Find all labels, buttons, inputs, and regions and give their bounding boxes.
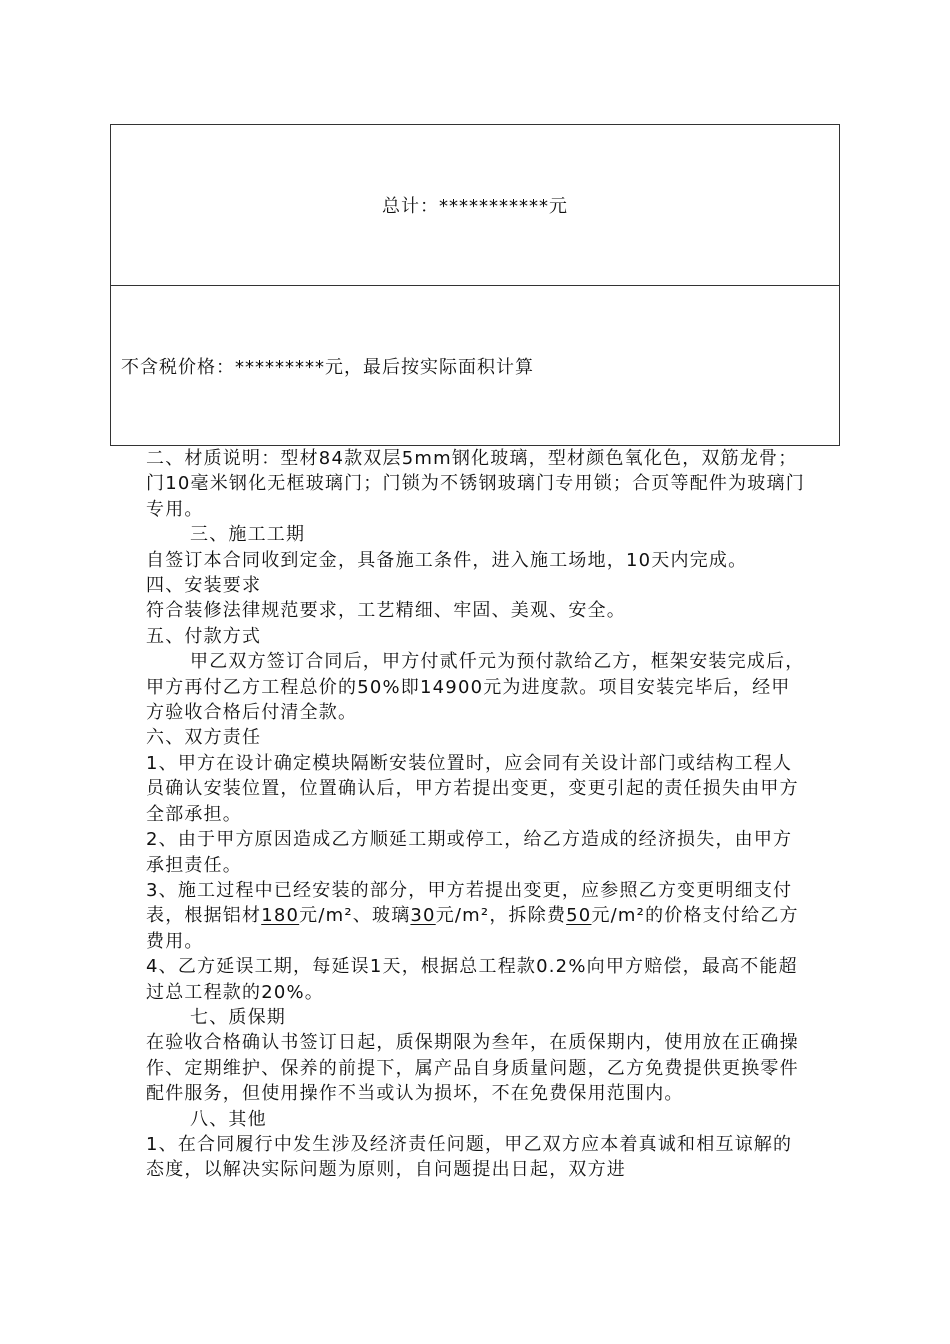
unit-1: 元/m² — [299, 905, 353, 927]
other-heading: 八、其他 — [190, 1108, 267, 1130]
aluminum-price: 180 — [261, 905, 300, 927]
pretax-price-row — [111, 286, 839, 445]
removal-price: 50 — [566, 905, 592, 927]
construction-period-text: 自签订本合同收到定金，具备施工条件，进入施工场地，10天内完成。 — [146, 549, 748, 571]
construction-period-heading: 三、施工工期 — [190, 524, 306, 546]
responsibility-item-4: 4、乙方延误工期，每延误1天，根据总工程款0.2%向甲方赔偿，最高不能超过总工程款的20%。 — [146, 956, 798, 1003]
item3-part1: 3、施工过程中已经安装的部分，甲方若提出变更，应参照乙方变更明细支付表，根据铝材 — [146, 879, 793, 927]
responsibility-heading: 六、双方责任 — [146, 727, 262, 749]
installation-heading: 四、安装要求 — [146, 575, 262, 597]
material-description: 二、材质说明：型材84款双层5mm钢化玻璃，型材颜色氧化色，双筋龙骨；门10毫米钢化无框玻璃门；门锁为不锈钢玻璃门专用锁；合页等配件为玻璃门专用。 — [146, 448, 805, 520]
item3-part2: 、玻璃 — [352, 905, 411, 927]
total-price-row — [111, 125, 839, 286]
responsibility-item-3 — [146, 878, 806, 954]
payment-text — [146, 649, 806, 725]
responsibility-item-2: 2、由于甲方原因造成乙方顺延工期或停工，给乙方造成的经济损失，由甲方承担责任。 — [146, 829, 793, 876]
unit-2: 元/m² — [435, 905, 490, 927]
payment-text-content: 甲乙双方签订合同后，甲方付贰仟元为预付款给乙方，框架安装完成后，甲方再付乙方工程总价的50%即14900元为进度款。项目安装完毕后，经甲方验收合格后付清全款。 — [146, 651, 805, 724]
glass-price: 30 — [410, 905, 436, 927]
payment-heading: 五、付款方式 — [146, 625, 262, 647]
warranty-heading: 七、质保期 — [190, 1006, 286, 1028]
contract-body — [146, 446, 806, 1183]
unit-3: 元/m² — [591, 905, 646, 927]
warranty-text: 在验收合格确认书签订日起，质保期限为叁年，在质保期内，使用放在正确操作、定期维护、保养的前提下，属产品自身质量问题，乙方免费提供更换零件配件服务，但使用操作不当或认为损坏，不在免费保用范围内。 — [146, 1032, 799, 1105]
pretax-price-text: 不含税价格：*********元，最后按实际面积计算 — [121, 356, 534, 378]
item3-part4: 的价格支付给乙方费用。 — [146, 905, 799, 952]
total-price-text: 总计：***********元 — [382, 196, 568, 217]
other-item-1: 1、在合同履行中发生涉及经济责任问题，甲乙双方应本着真诚和相互谅解的态度，以解决实际问题为原则，自问题提出日起，双方进 — [146, 1133, 793, 1181]
responsibility-item-1: 1、甲方在设计确定模块隔断安装位置时，应会同有关设计部门或结构工程人员确认安装位置，位置确认后，甲方若提出变更，变更引起的责任损失由甲方全部承担。 — [146, 752, 799, 825]
installation-text: 符合装修法律规范要求，工艺精细、牢固、美观、安全。 — [146, 600, 626, 622]
price-summary-table — [110, 124, 840, 446]
item3-part3: ，拆除费 — [489, 905, 567, 927]
